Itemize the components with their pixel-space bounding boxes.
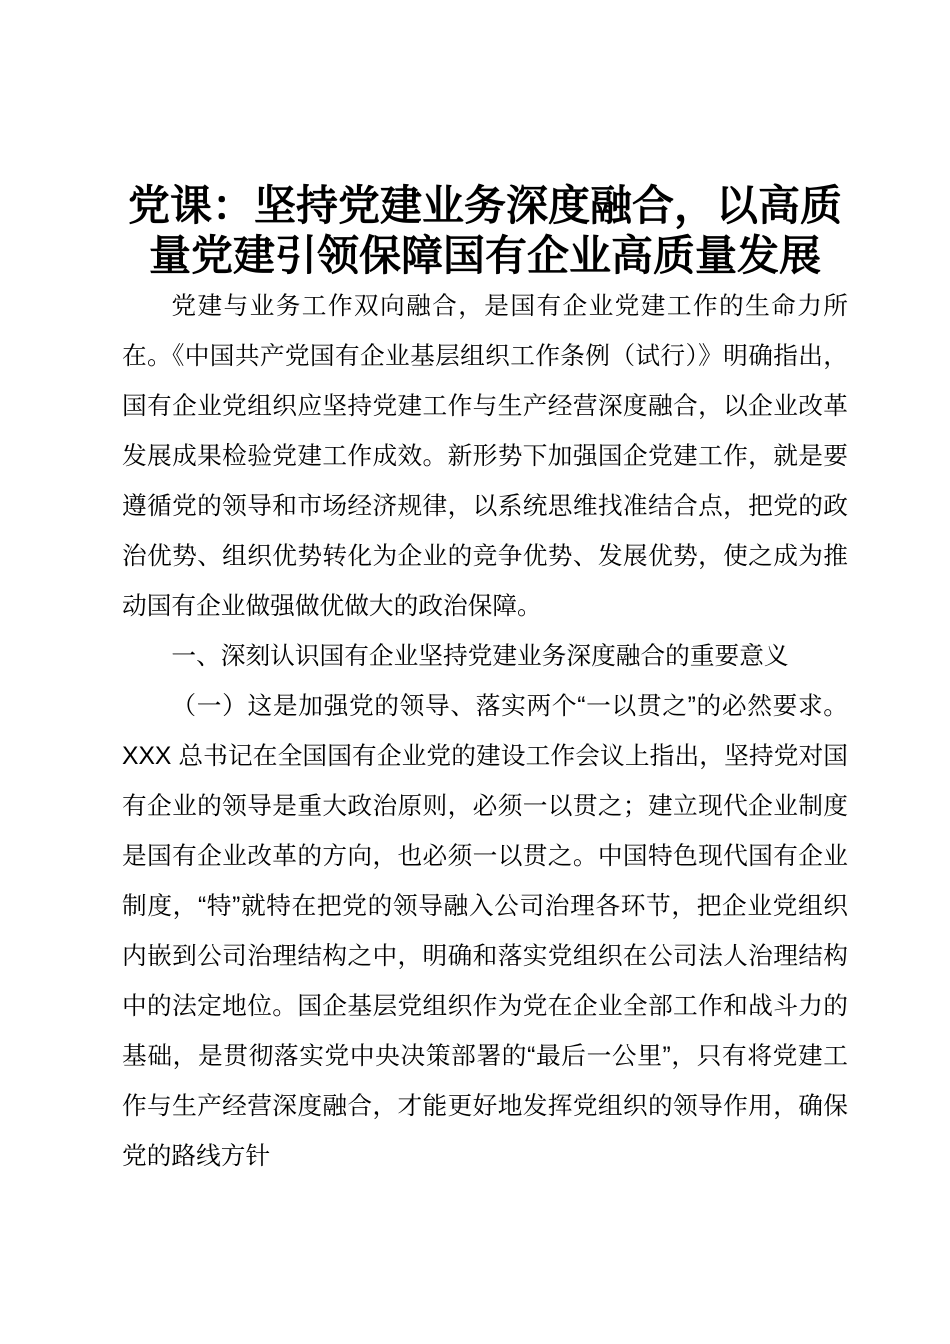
section-heading: 一、深刻认识国有企业坚持党建业务深度融合的重要意义	[171, 643, 789, 670]
intro-paragraph: 党建与业务工作双向融合，是国有企业党建工作的生命力所在。《中国共产党国有企业基层组织工作条例（试行）》明确指出，国有企业党组织应坚持党建工作与生产经营深度融合，以企业改革发展成果检验党建工作成效。新形势下加强国企党建工作，就是要遵循党的领导和市场经济规律，以系统思维找准结合点，把党的政治优势、组织优势转化为企业的竞争优势、发展优势，使之成为推动国有企业做强做优做大的政治保障。	[122, 293, 848, 620]
subsection-paragraph: （一）这是加强党的领导、落实两个“一以贯之”的必然要求。XXX 总书记在全国国有企业党的建设工作会议上指出，坚持党对国有企业的领导是重大政治原则，必须一以贯之；建立现代企业制度是国有企业改革的方向，也必须一以贯之。中国特色现代国有企业制度，“特”就特在把党的领导融入公司治理各环节，把企业党组织内嵌到公司治理结构之中，明确和落实党组织在公司法人治理结构中的法定地位。国企基层党组织作为党在企业全部工作和战斗力的基础，是贯彻落实党中央决策部署的“最后一公里”，只有将党建工作与生产经营深度融合，才能更好地发挥党组织的领导作用，确保党的路线方针	[122, 693, 848, 1170]
document-title-line-2: 量党建引领保障国有企业高质量发展	[148, 234, 821, 280]
document-title	[122, 182, 848, 282]
document-title-line-1: 党课：坚持党建业务深度融合，以高质	[127, 184, 842, 230]
